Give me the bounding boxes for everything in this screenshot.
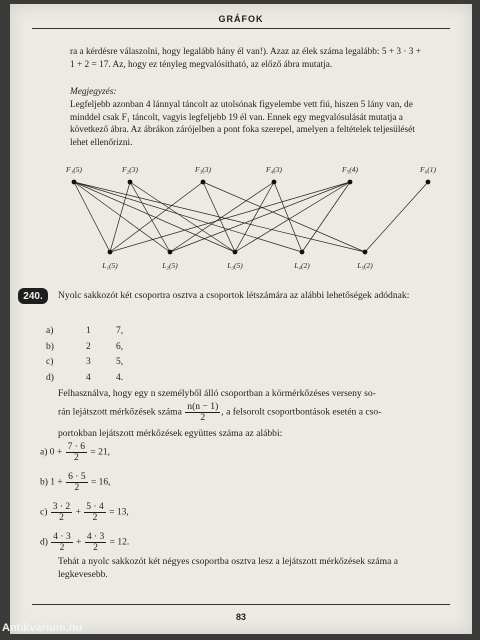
fraction: [51, 502, 72, 523]
fraction-denominator: 2: [59, 513, 64, 523]
option-second: 7,: [116, 326, 124, 336]
fraction-numerator: 4 · 3: [53, 532, 71, 542]
problem-number-badge: 240.: [18, 288, 48, 304]
option-first: 4: [86, 372, 91, 383]
equation-label: a): [40, 447, 50, 458]
equation-label: c): [40, 507, 50, 518]
option-first: 3: [86, 357, 91, 367]
fraction-denominator: 2: [92, 513, 98, 523]
book-page: [10, 4, 472, 634]
fraction-denominator: 2: [74, 483, 80, 493]
footer-rule: [32, 604, 450, 605]
note-label: Megjegyzés:: [70, 87, 117, 97]
fraction-numerator: 3 · 2: [52, 502, 71, 512]
equation-operator: +: [73, 537, 84, 548]
fraction: [51, 532, 72, 553]
option-first: 2: [86, 341, 91, 352]
graph-edge: [203, 182, 365, 252]
bottom-vertex-4-label: L₄(2): [294, 261, 310, 270]
graph-edge: [74, 182, 110, 252]
solution-line-1: Felhasználva, hogy egy n személyből álló csoportban a körmérkőzéses verseny so-: [58, 388, 376, 399]
equation-operator: +: [73, 507, 84, 518]
graph-edge: [302, 182, 350, 252]
equation-result: = 16,: [88, 477, 111, 488]
solution-text-part: , a felsorolt csoportbontások esetén a cso-: [221, 406, 382, 418]
top-vertex-1-node: [72, 180, 77, 185]
equation-label: d): [40, 537, 51, 548]
formula-denominator: 2: [200, 412, 206, 423]
option-second: 6,: [116, 341, 124, 352]
equation-label: b): [40, 477, 51, 488]
top-vertex-5-node: [348, 180, 353, 185]
fraction: [66, 442, 87, 463]
equation-result: = 12.: [107, 537, 130, 548]
equation-result: = 21,: [88, 447, 111, 458]
graph-edge: [365, 182, 428, 252]
top-vertex-3-node: [201, 180, 206, 185]
graph-edge: [74, 182, 235, 252]
fraction-denominator: 2: [59, 543, 65, 553]
conclusion-paragraph: Tehát a nyolc sakkozót két négyes csoportba osztva lesz a lejátszott mérkőzések száma a legkevesebb.: [58, 556, 399, 580]
fraction-numerator: 5 · 4: [86, 502, 104, 512]
option-label: a): [46, 326, 54, 336]
graph-edge: [130, 182, 170, 252]
equation-row: [40, 472, 111, 493]
bottom-vertex-1-node: [108, 250, 113, 255]
fraction-numerator: 4 · 3: [86, 532, 105, 542]
intro-paragraph: ra a kérdésre válaszolni, hogy legalább hány él van!). Azaz az élek száma legalább: 5 + 3 · 3 + 1 + 2 = 17. Az, hogy ez tényleg megvalósítható, az előző ábra mutatja.: [70, 47, 421, 70]
equation-term: 1 +: [50, 477, 66, 488]
graph-edge: [110, 182, 130, 252]
bottom-vertex-3-node: [233, 250, 238, 255]
note-paragraph: Legfeljebb azonban 4 lánnyal táncolt az utolsónak figyelembe vett fiú, hiszen 5 lány van, de minddel csak F₁ táncolt, vagyis legfeljebb 19 él van. Ennek egy megvalósulását mutatja a következő ábra. Az ábrákon zárójelben a pont foka szerepel, amelyen a feltételek teljesülését lehet ellenőrizni.: [70, 100, 415, 148]
top-vertex-6-node: [426, 180, 431, 185]
fraction-denominator: 2: [93, 543, 98, 553]
option-label: d): [46, 372, 54, 383]
running-header: GRÁFOK: [218, 14, 264, 24]
problem-statement: Nyolc sakkozót két csoportra osztva a csoportok létszámára az alábbi lehetőségek adódnak:: [58, 290, 410, 301]
bottom-vertex-2-label: L₂(5): [162, 261, 178, 270]
bottom-vertex-5-label: L₅(2): [357, 261, 373, 270]
bipartite-graph: [10, 154, 472, 286]
option-first: 1: [86, 326, 91, 336]
top-vertex-2-node: [128, 180, 133, 185]
fraction-numerator: 6 · 5: [68, 472, 86, 482]
graph-edge: [170, 182, 274, 252]
graph-edge: [274, 182, 302, 252]
top-vertex-6-label: F₆(1): [420, 165, 436, 174]
bottom-vertex-2-node: [168, 250, 173, 255]
bottom-vertex-5-node: [363, 250, 368, 255]
fraction: [85, 532, 106, 553]
graph-edge: [235, 182, 350, 252]
fraction-denominator: 2: [73, 453, 79, 463]
equation-row: [40, 532, 129, 553]
option-second: 5,: [116, 357, 124, 367]
equation-row: [40, 502, 129, 523]
graph-edge: [170, 182, 350, 252]
top-vertex-3-label: F₃(3): [195, 165, 211, 174]
matches-formula: [185, 402, 220, 423]
fraction: [84, 502, 105, 523]
formula-numerator: n(n − 1): [187, 401, 219, 412]
watermark-logo: Antikvarium.hu: [2, 622, 83, 634]
top-vertex-2-label: F₂(3): [122, 165, 138, 174]
fraction: [66, 472, 87, 493]
option-label: c): [46, 357, 54, 367]
top-vertex-4-label: F₄(3): [266, 165, 282, 174]
bottom-vertex-3-label: L₃(5): [227, 261, 243, 270]
solution-text-part: rán lejátszott mérkőzések száma: [58, 406, 182, 418]
option-second: 4.: [116, 372, 124, 383]
fraction-numerator: 7 · 6: [67, 442, 86, 452]
equation-row: [40, 442, 110, 463]
graph-edge: [74, 182, 170, 252]
bottom-vertex-4-node: [300, 250, 305, 255]
solution-line-2: [58, 402, 381, 423]
equation-result: = 13,: [106, 507, 129, 518]
solution-line-3: portokban lejátszott mérkőzések együttes száma az alábbi:: [58, 428, 283, 439]
header-rule: [32, 28, 450, 29]
top-vertex-1-label: F₁(5): [66, 165, 82, 174]
option-label: b): [46, 341, 54, 352]
bottom-vertex-1-label: L₁(5): [102, 261, 118, 270]
equation-term: 0 +: [49, 447, 65, 458]
page-number: 83: [235, 612, 246, 622]
top-vertex-5-label: F₅(4): [342, 165, 358, 174]
top-vertex-4-node: [272, 180, 277, 185]
